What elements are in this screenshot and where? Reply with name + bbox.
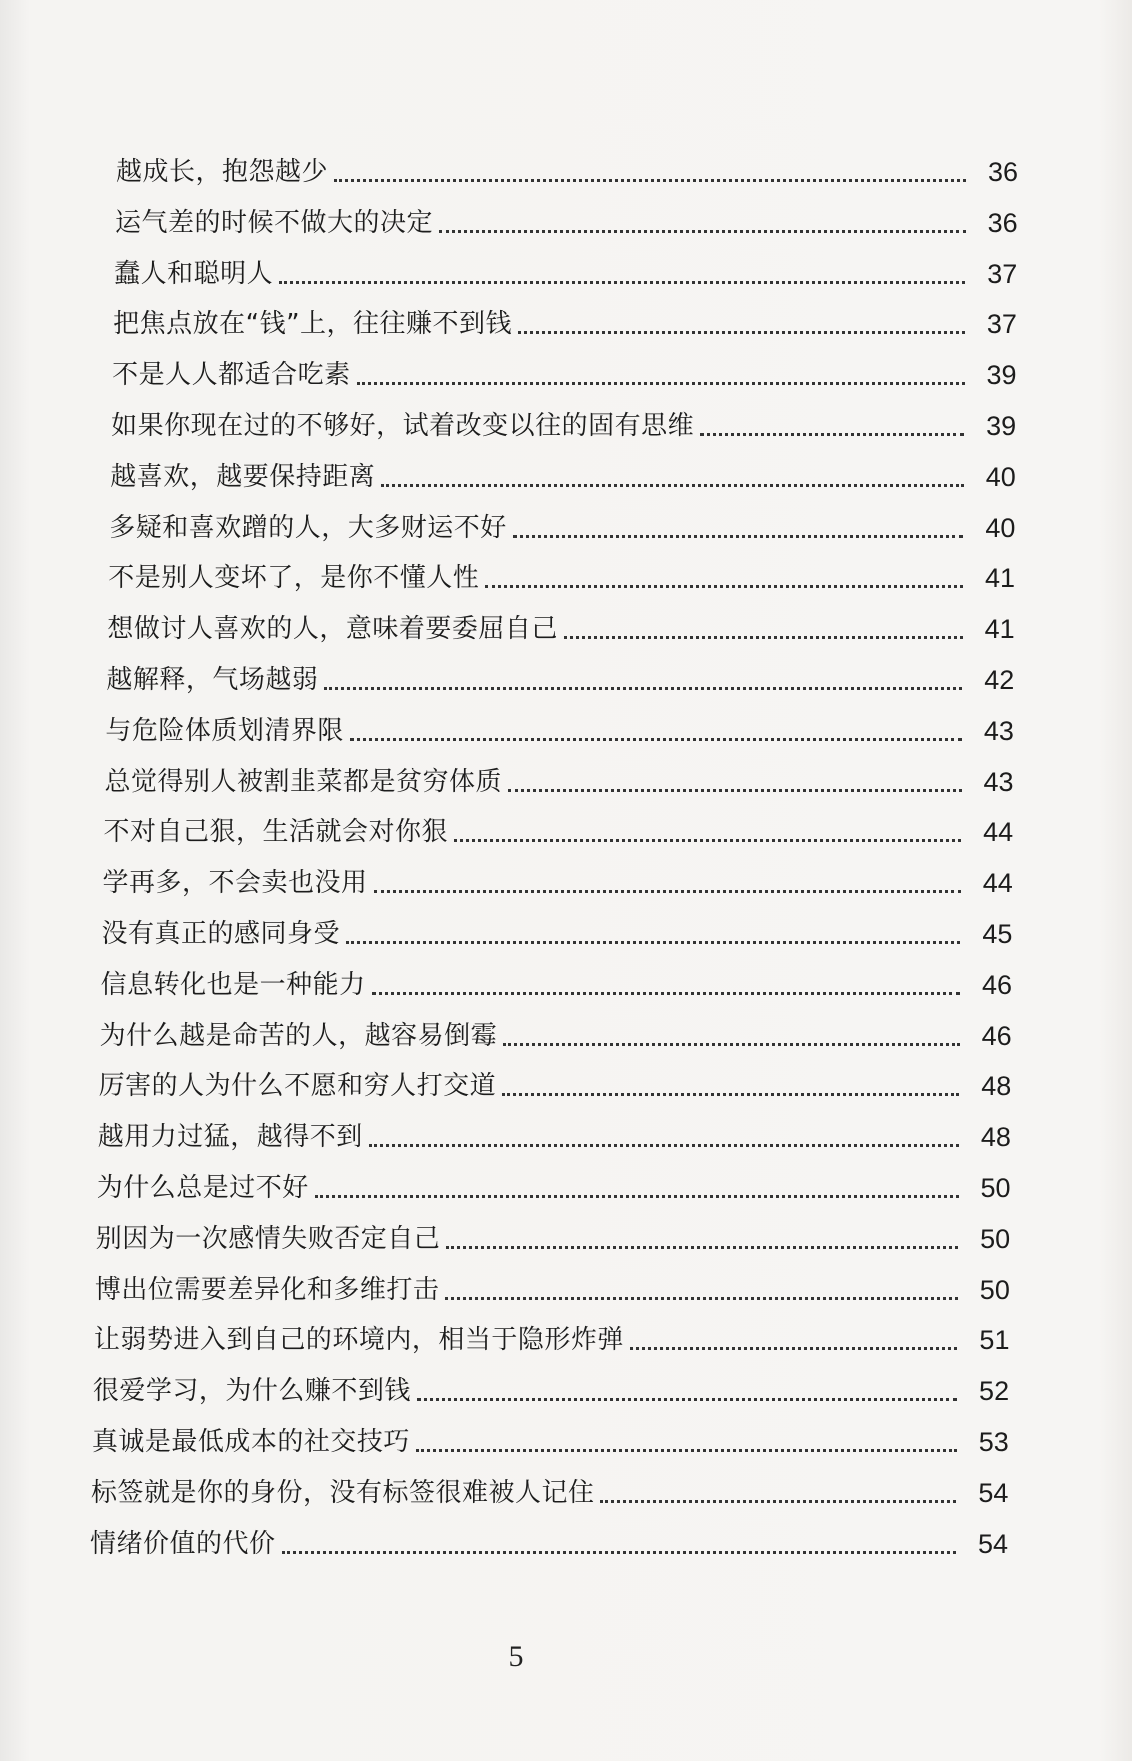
dot-leader — [417, 1398, 957, 1401]
dot-leader — [518, 331, 965, 334]
toc-entry — [110, 453, 1016, 493]
toc-entry — [103, 808, 1013, 848]
toc-entry-title: 标签就是你的身份，没有标签很难被人记住 — [90, 1477, 595, 1508]
toc-entry-title: 别因为一次感情失败否定自己 — [95, 1223, 441, 1254]
toc-entry-page: 43 — [983, 766, 1014, 797]
toc-entry-page: 40 — [985, 461, 1016, 492]
toc-entry — [105, 707, 1014, 747]
toc-entry-page: 48 — [980, 1122, 1011, 1153]
toc-entry-page: 39 — [986, 411, 1017, 441]
toc-entry-page: 39 — [986, 360, 1017, 391]
toc-entry — [112, 351, 1016, 391]
toc-entry — [107, 605, 1014, 645]
page-number: 5 — [508, 1640, 524, 1673]
dot-leader — [324, 687, 962, 690]
toc-entry — [95, 1266, 1010, 1306]
toc-entry — [114, 250, 1017, 290]
dot-leader — [700, 433, 964, 436]
toc-entry-title: 想做讨人喜欢的人，意味着要委屈自己 — [107, 614, 558, 645]
toc-entry — [101, 961, 1012, 1001]
toc-entry — [116, 148, 1018, 188]
toc-entry-page: 46 — [981, 1020, 1012, 1051]
toc-entry — [90, 1520, 1008, 1560]
dot-leader — [445, 1297, 958, 1300]
dot-leader — [334, 179, 966, 182]
dot-leader — [439, 230, 966, 233]
toc-entry — [113, 300, 1017, 340]
toc-entry-page: 53 — [978, 1427, 1009, 1457]
toc-entry-title: 与危险体质划清界限 — [105, 715, 344, 746]
toc-entry-page: 54 — [978, 1477, 1009, 1508]
toc-entry-title: 多疑和喜欢蹭的人，大多财运不好 — [109, 512, 507, 543]
toc-entry-title: 越成长，抱怨越少 — [116, 157, 329, 187]
toc-entry-title: 不是人人都适合吃素 — [112, 360, 351, 391]
dot-leader — [350, 738, 962, 741]
toc-entry-page: 36 — [987, 207, 1018, 238]
dot-leader — [279, 281, 965, 284]
toc-entry — [97, 1164, 1011, 1204]
toc-entry-page: 45 — [982, 919, 1013, 949]
toc-entry-page: 41 — [984, 614, 1015, 645]
dot-leader — [369, 1144, 959, 1147]
dot-leader — [513, 535, 964, 538]
toc-entry-page: 44 — [983, 817, 1014, 848]
toc-entry-page: 41 — [984, 563, 1016, 594]
dot-leader — [446, 1246, 958, 1249]
toc-entry-page: 44 — [982, 868, 1013, 899]
toc-entry — [115, 199, 1018, 239]
dot-leader — [600, 1500, 956, 1503]
dot-leader — [346, 941, 960, 944]
toc-entry — [99, 1062, 1012, 1102]
toc-entry — [98, 1113, 1011, 1153]
toc-entry-page: 46 — [982, 969, 1013, 1000]
dot-leader — [564, 636, 963, 639]
dot-leader — [357, 382, 965, 385]
toc-entry-page: 40 — [985, 512, 1016, 543]
toc-entry — [109, 504, 1015, 544]
dot-leader — [416, 1449, 957, 1452]
toc-entry-page: 50 — [979, 1274, 1010, 1305]
toc-entry-page: 50 — [980, 1223, 1011, 1254]
toc-entry-title: 如果你现在过的不够好，试着改变以往的固有思维 — [111, 411, 695, 441]
toc-entry-page: 54 — [977, 1528, 1008, 1559]
toc-entry-title: 不是别人变坏了，是你不懂人性 — [108, 563, 480, 594]
dot-leader — [503, 1043, 960, 1046]
toc-entry — [91, 1469, 1008, 1509]
toc-entry-page: 37 — [986, 309, 1017, 340]
toc-entry-page: 52 — [979, 1376, 1010, 1407]
toc-entry — [93, 1367, 1009, 1407]
toc-entry-page: 37 — [987, 258, 1018, 289]
toc-entry — [103, 859, 1013, 899]
toc-entry-title: 情绪价值的代价 — [90, 1528, 276, 1559]
toc-entry-title: 把焦点放在“钱”上，往往赚不到钱 — [113, 309, 513, 340]
toc-entry — [108, 554, 1015, 594]
toc-entry-title: 为什么越是命苦的人，越容易倒霉 — [99, 1020, 498, 1051]
toc-entry — [100, 1012, 1012, 1052]
toc-entry — [111, 402, 1016, 442]
toc-entry-title: 真诚是最低成本的社交技巧 — [91, 1427, 410, 1457]
dot-leader — [485, 585, 963, 588]
toc-entry-title: 很爱学习，为什么赚不到钱 — [92, 1376, 411, 1407]
dot-leader — [374, 890, 961, 893]
toc-entry-title: 学再多，不会卖也没用 — [102, 868, 368, 899]
toc-entry-page: 48 — [981, 1071, 1012, 1102]
toc-entry-page: 43 — [983, 715, 1014, 746]
dot-leader — [372, 992, 960, 995]
toc-entry — [96, 1215, 1010, 1255]
toc-entry-title: 越喜欢，越要保持距离 — [110, 461, 376, 492]
toc-entry-page: 36 — [987, 157, 1018, 187]
toc-entry — [104, 758, 1013, 798]
toc-entry — [106, 656, 1014, 696]
dot-leader — [630, 1347, 958, 1350]
toc-entry-title: 没有真正的感同身受 — [101, 919, 341, 949]
toc-entry — [94, 1316, 1010, 1356]
toc-entry-title: 让弱势进入到自己的环境内，相当于隐形炸弹 — [93, 1325, 624, 1356]
toc-entry-title: 总觉得别人被割韭菜都是贫穷体质 — [104, 766, 502, 797]
dot-leader — [381, 484, 964, 487]
toc-entry-page: 51 — [979, 1325, 1010, 1356]
dot-leader — [508, 789, 962, 792]
toc-entry-page: 42 — [984, 665, 1015, 695]
toc-entry-title: 博出位需要差异化和多维打击 — [94, 1274, 440, 1305]
dot-leader — [315, 1195, 959, 1198]
toc-entry-title: 厉害的人为什么不愿和穷人打交道 — [98, 1071, 497, 1102]
toc-entry-page: 50 — [980, 1173, 1011, 1203]
toc-entry-title: 越解释，气场越弱 — [106, 665, 319, 695]
dot-leader — [454, 839, 961, 842]
toc-entry-title: 信息转化也是一种能力 — [100, 969, 366, 1000]
dot-leader — [282, 1551, 956, 1554]
toc-entry-title: 为什么总是过不好 — [96, 1173, 309, 1203]
toc-entry — [102, 910, 1013, 950]
toc-entry-title: 不对自己狠，生活就会对你狠 — [103, 817, 448, 848]
toc-entry-title: 越用力过猛，越得不到 — [97, 1122, 363, 1153]
toc-entry — [92, 1418, 1009, 1458]
toc-entry-title: 蠢人和聪明人 — [114, 258, 274, 289]
dot-leader — [502, 1093, 959, 1096]
toc-entry-title: 运气差的时候不做大的决定 — [115, 207, 434, 238]
